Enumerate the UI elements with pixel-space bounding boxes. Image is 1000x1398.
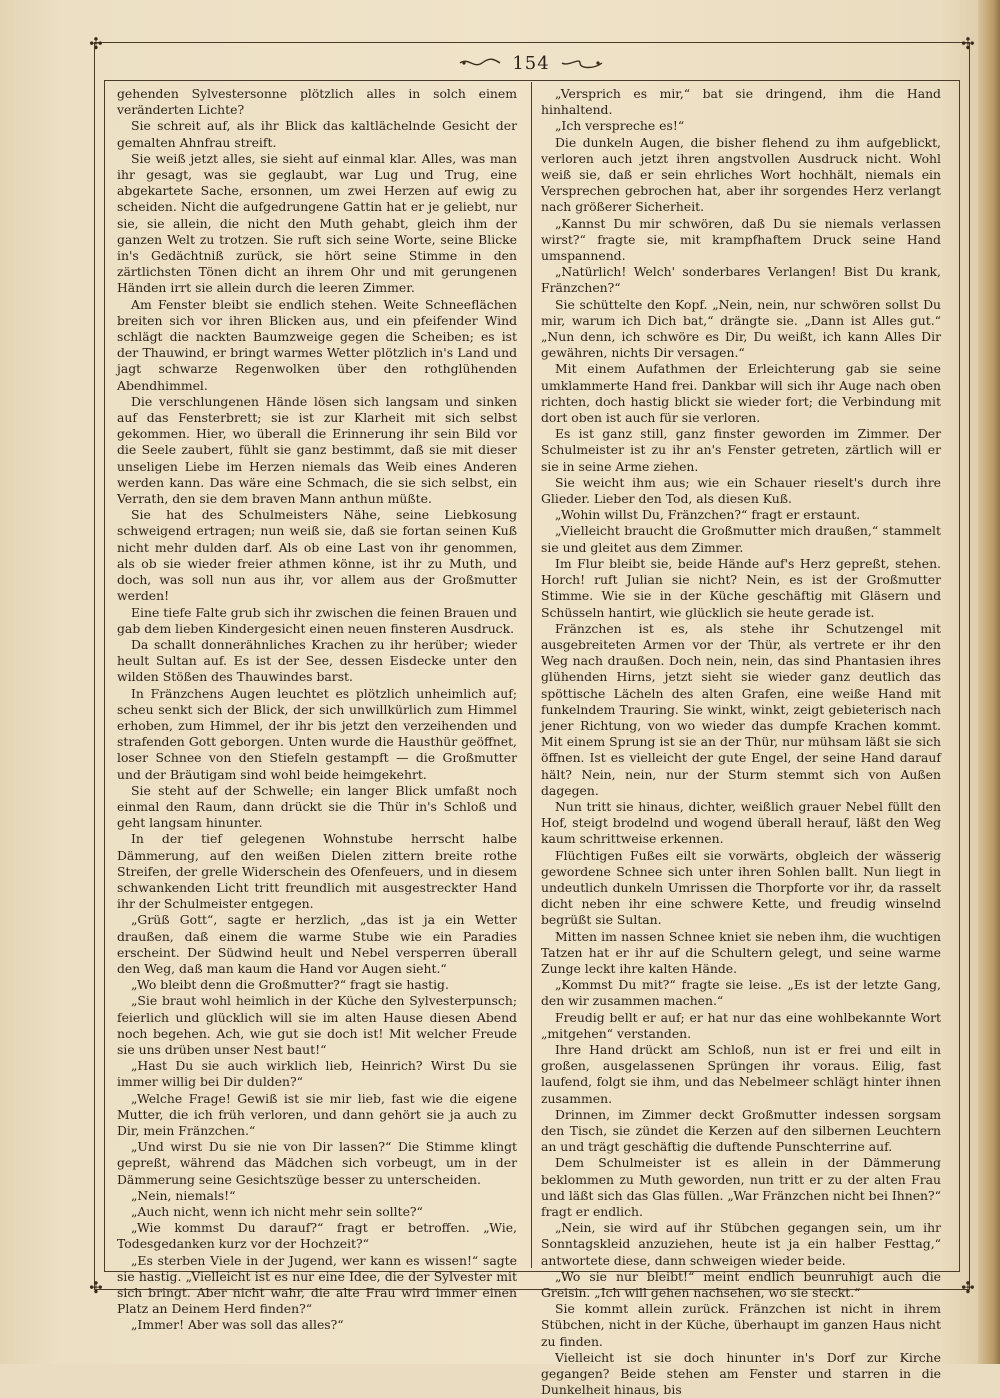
paragraph: Nun tritt sie hinaus, dichter, weißlich grauer Nebel füllt den Hof, steigt brodelnd und wogend überall herauf, läßt den Weg kaum schrittweise erkennen. — [541, 798, 941, 847]
paragraph: Sie schüttelte den Kopf. „Nein, nein, nur schwören sollst Du mir, warum ich Dich bat,“ drängte sie. „Dann ist Alles gut.“ „Nun denn, ich schwöre es Dir, Du weißt, ich kann Alles Dir gewähren, nichts Dir versagen.“ — [541, 296, 941, 361]
corner-ornament-icon: ✣ — [961, 34, 975, 53]
corner-ornament-icon: ✣ — [89, 1278, 103, 1297]
paragraph: Eine tiefe Falte grub sich ihr zwischen die feinen Brauen und gab dem lieben Kindergesicht einen neuen finsteren Ausdruck. — [117, 604, 517, 636]
paragraph: Die dunkeln Augen, die bisher flehend zu ihm aufgeblickt, verloren auch jetzt ihren angstvollen Ausdruck nicht. Wohl weiß sie, daß er sein ehrliches Wort hochhält, niemals ein Versprechen gebrochen hat, aber ihr sorgendes Herz verlangt nach größerer Sicherheit. — [541, 134, 941, 215]
paragraph: „Immer! Aber was soll das alles?“ — [131, 1317, 344, 1333]
paragraph: Mitten im nassen Schnee kniet sie neben ihm, die wuchtigen Tatzen hat er ihr auf die Schultern gelegt, und seine warme Zunge leckt ihre kalten Hände. — [541, 928, 941, 976]
paragraph: Flüchtigen Fußes eilt sie vorwärts, obgleich der wässerig gewordene Schnee sich unter ihren Sohlen ballt. Nun liegt in undeutlich dunkeln Umrissen die Thorpforte vor ihr, da rasselt dicht neben ihr eine schwere Kette, und freudig winselnd begrüßt sie Sultan. — [541, 847, 941, 928]
paragraph: „Sie braut wohl heimlich in der Küche den Sylvesterpunsch; feierlich und glücklich will sie im alten Hause diesen Abend noch begehen. Ach, wie gut sie doch ist! Mit welcher Freude sie uns drüben unser Nest baut!“ — [117, 993, 517, 1057]
paragraph: „Nein, niemals!“ — [131, 1187, 236, 1203]
paragraph: „Auch nicht, wenn ich nicht mehr sein sollte?“ — [131, 1204, 423, 1220]
page-number: 154 — [512, 52, 550, 74]
paragraph: „Kommst Du mit?“ fragte sie leise. „Es ist der letzte Gang, den wir zusammen machen.“ — [541, 977, 941, 1009]
paragraph: Die verschlungenen Hände lösen sich langsam und sinken auf das Fensterbrett; sie ist zur Klarheit mit sich selbst gekommen. Hier, wo überall die Erinnerung ihr sein Bild vor die Seele zaubert, fühlt sie ganz bestimmt, daß sie mit dieser unseligen Liebe im Herzen niemals das Weib eines Anderen werden kann. Das wäre eine Schmach, die sie sich selbst, ein Verrath, den sie dem braven Mann anthun müßte. — [117, 393, 517, 507]
paragraph: Sie weicht ihm aus; wie ein Schauer rieselt's durch ihre Glieder. Lieber den Tod, als diesen Kuß. — [541, 474, 941, 507]
page-header — [104, 48, 958, 78]
flourish-right-icon — [560, 56, 604, 70]
paragraph: Im Flur bleibt sie, beide Hände auf's Herz gepreßt, stehen. Horch! ruft Julian sie nicht? Nein, es ist der Großmutter Stimme. Wie sie in der Küche geschäftig mit Gläsern und Schüsseln hantirt, wie glücklich sie heute gerade ist. — [541, 555, 941, 620]
paragraph: „Welche Frage! Gewiß ist sie mir lieb, fast wie die eigene Mutter, die ich früh verloren, und dann gehört sie ja auch zu Dir, mein Fränzchen.“ — [117, 1090, 517, 1138]
paragraph: Sie schreit auf, als ihr Blick das kaltlächelnde Gesicht der gemalten Ahnfrau streift. — [117, 118, 517, 150]
book-spine — [978, 0, 1000, 1364]
paragraph: „Wohin willst Du, Fränzchen?“ fragt er erstaunt. — [555, 507, 861, 523]
paragraph: „Und wirst Du sie nie von Dir lassen?“ Die Stimme klingt gepreßt, während das Mädchen sich vorbeugt, um in der Dämmerung seine Gesichtszüge besser zu unterscheiden. — [117, 1139, 517, 1187]
paragraph: „Wie kommst Du darauf?“ fragt er betroffen. „Wie, Todesgedanken kurz vor der Hochzeit?“ — [117, 1220, 517, 1252]
paragraph: „Grüß Gott“, sagte er herzlich, „das ist ja ein Wetter draußen, daß einem die warme Stube wie ein Paradies erscheint. Der Südwind heult und Nebel versperren überall den Weg, daß man kaum die Hand vor Augen sieht.“ — [117, 912, 517, 976]
paragraph: Sie kommt allein zurück. Fränzchen ist nicht in ihrem Stübchen, nicht in der Küche, überhaupt im ganzen Haus nicht zu finden. — [541, 1301, 941, 1349]
left-column — [117, 86, 517, 1333]
column-divider — [531, 82, 532, 1268]
paragraph: Sie steht auf der Schwelle; ein langer Blick umfaßt noch einmal den Raum, dann drückt sie die Thür in's Schloß und geht langsam hinunter. — [117, 782, 517, 831]
paragraph: Fränzchen ist es, als stehe ihr Schutzengel mit ausgebreiteten Armen vor der Thür, als vertrete er ihr den Weg nach draußen. Doch nein, nein, das sind Phantasien ihres glühenden Hirns, jetzt sieht sie wieder ganz deutlich das spöttische Lächeln des alten Grafen, eine weiße Hand mit funkelndem Trauring. Sie winkt, winkt, zeigt gebieterisch nach jener Richtung, von wo wieder das dumpfe Krachen kommt. Mit einem Sprung ist sie an der Thür, nur mühsam läßt sie sich öffnen. Ist es vielleicht der gute Engel, der seine Hand darauf hält? Nein, nein, nur der Sturm stemmt sich von Außen dagegen. — [541, 620, 941, 798]
paragraph: „Wo sie nur bleibt!“ meint endlich beunruhigt auch die Greisin. „Ich will gehen nachsehen, wo sie steckt.“ — [541, 1268, 941, 1301]
paragraph: „Vielleicht braucht die Großmutter mich draußen,“ stammelt sie und gleitet aus dem Zimmer. — [541, 523, 941, 555]
corner-ornament-icon: ✣ — [89, 34, 103, 53]
paragraph: Mit einem Aufathmen der Erleichterung gab sie seine umklammerte Hand frei. Dankbar will sich ihr Auge nach oben richten, doch hastig blickt sie wieder fort; die Verbindung mit dort oben ist auch für sie verloren. — [541, 361, 941, 426]
paragraph: „Ich verspreche es!“ — [555, 118, 685, 134]
paragraph: „Wo bleibt denn die Großmutter?“ fragt sie hastig. — [131, 977, 449, 993]
paragraph: Sie weiß jetzt alles, sie sieht auf einmal klar. Alles, was man ihr gesagt, was sie geglaubt, war Lug und Trug, eine abgekartete Sache, ersonnen, um zwei Herzen auf ewig zu scheiden. Nicht die aufgedrungene Gattin hat er je geliebt, nur sie, sie allein, die nicht den Muth gehabt, gleich ihm der ganzen Welt zu trotzen. Sie ruft sich seine Worte, seine Blicke in's Gedächtniß zurück, sie hört seine Stimme in den zärtlichsten Tönen dicht an ihrem Ohr und mit gerungenen Händen irrt sie allein durch die leeren Zimmer. — [117, 150, 517, 296]
right-column — [541, 86, 941, 1398]
paragraph: „Natürlich! Welch' sonderbares Verlangen! Bist Du krank, Fränzchen?“ — [541, 264, 941, 296]
paragraph: „Nein, sie wird auf ihr Stübchen gegangen sein, um ihr Sonntagskleid anzuziehen, heute ist ja ein halber Festtag,“ antwortete diese, dann schweigen wieder beide. — [541, 1220, 941, 1268]
paragraph: „Versprich es mir,“ bat sie dringend, ihm die Hand hinhaltend. — [541, 86, 941, 118]
paragraph: Ihre Hand drückt am Schloß, nun ist er frei und eilt in großen, ausgelassenen Sprüngen ihr voraus. Eilig, fast laufend, folgt sie ihm, und das Nebelmeer schlägt hinter ihnen zusammen. — [541, 1041, 941, 1106]
paragraph: Da schallt donnerähnliches Krachen zu ihr herüber; wieder heult Sultan auf. Es ist der See, dessen Eisdecke unter den wilden Stößen des Thauwindes barst. — [117, 636, 517, 685]
paragraph: Am Fenster bleibt sie endlich stehen. Weite Schneeflächen breiten sich vor ihren Blicken aus, und ein pfeifender Wind schlägt die nackten Baumzweige gegen die Scheiben; es ist der Thauwind, er bringt warmes Wetter plötzlich in's Land und jagt schwarze Regenwolken über den rothglühenden Abendhimmel. — [117, 296, 517, 393]
paragraph: Es ist ganz still, ganz finster geworden im Zimmer. Der Schulmeister ist zu ihr an's Fenster getreten, zärtlich will er sie in seine Arme ziehen. — [541, 426, 941, 474]
paragraph: Dem Schulmeister ist es allein in der Dämmerung beklommen zu Muth geworden, nun tritt er zu der alten Frau und läßt sich das Glas füllen. „War Fränzchen nicht bei Ihnen?“ fragt er endlich. — [541, 1155, 941, 1220]
paragraph: „Es sterben Viele in der Jugend, wer kann es wissen!“ sagte sie hastig. „Vielleicht ist es nur eine Idee, die der Sylvester mit sich bringt. Aber nicht wahr, die alte Frau wird immer einen Platz an Deinem Herd finden?“ — [117, 1252, 517, 1317]
paragraph: „Kannst Du mir schwören, daß Du sie niemals verlassen wirst?“ fragte sie, mit krampfhaftem Druck seine Hand umspannend. — [541, 215, 941, 264]
paragraph: gehenden Sylvestersonne plötzlich alles in solch einem veränderten Lichte? — [117, 86, 517, 118]
paragraph: „Hast Du sie auch wirklich lieb, Heinrich? Wirst Du sie immer willig bei Dir dulden?“ — [117, 1058, 517, 1090]
paragraph: In Fränzchens Augen leuchtet es plötzlich unheimlich auf; scheu senkt sich der Blick, der sich unwillkürlich zum Himmel erhoben, zum Himmel, der ihr bis jetzt den verzeihenden und strafenden Gott geborgen. Unten wurde die Hausthür geöffnet, loser Schnee von den Stiefeln gestampft — die Großmutter und der Bräutigam sind wohl beide heimgekehrt. — [117, 685, 517, 782]
corner-ornament-icon: ✣ — [961, 1278, 975, 1297]
paragraph: Freudig bellt er auf; er hat nur das eine wohlbekannte Wort „mitgehen“ verstanden. — [541, 1009, 941, 1041]
paragraph: Vielleicht ist sie doch hinunter in's Dorf zur Kirche gegangen? Beide stehen am Fenster und starren in die Dunkelheit hinaus, bis — [541, 1349, 941, 1398]
flourish-left-icon — [458, 56, 502, 70]
paragraph: In der tief gelegenen Wohnstube herrscht halbe Dämmerung, auf den weißen Dielen zittern breite rothe Streifen, der grelle Widerschein des Ofenfeuers, und in diesem schwankenden Licht tritt freundlich mit ausgestreckter Hand ihr der Schulmeister entgegen. — [117, 831, 517, 912]
paragraph: Drinnen, im Zimmer deckt Großmutter indessen sorgsam den Tisch, sie zündet die Kerzen auf den silbernen Leuchtern an und trägt geschäftig die duftende Punschterrine auf. — [541, 1106, 941, 1155]
paragraph: Sie hat des Schulmeisters Nähe, seine Liebkosung schweigend ertragen; nun weiß sie, daß sie fortan seinen Kuß nicht mehr dulden darf. Als ob eine Last von ihr genommen, als ob sie wieder freier athmen könne, ist ihr zu Muth, und doch, was soll nun aus ihr, vor allem aus der Großmutter werden! — [117, 507, 517, 604]
